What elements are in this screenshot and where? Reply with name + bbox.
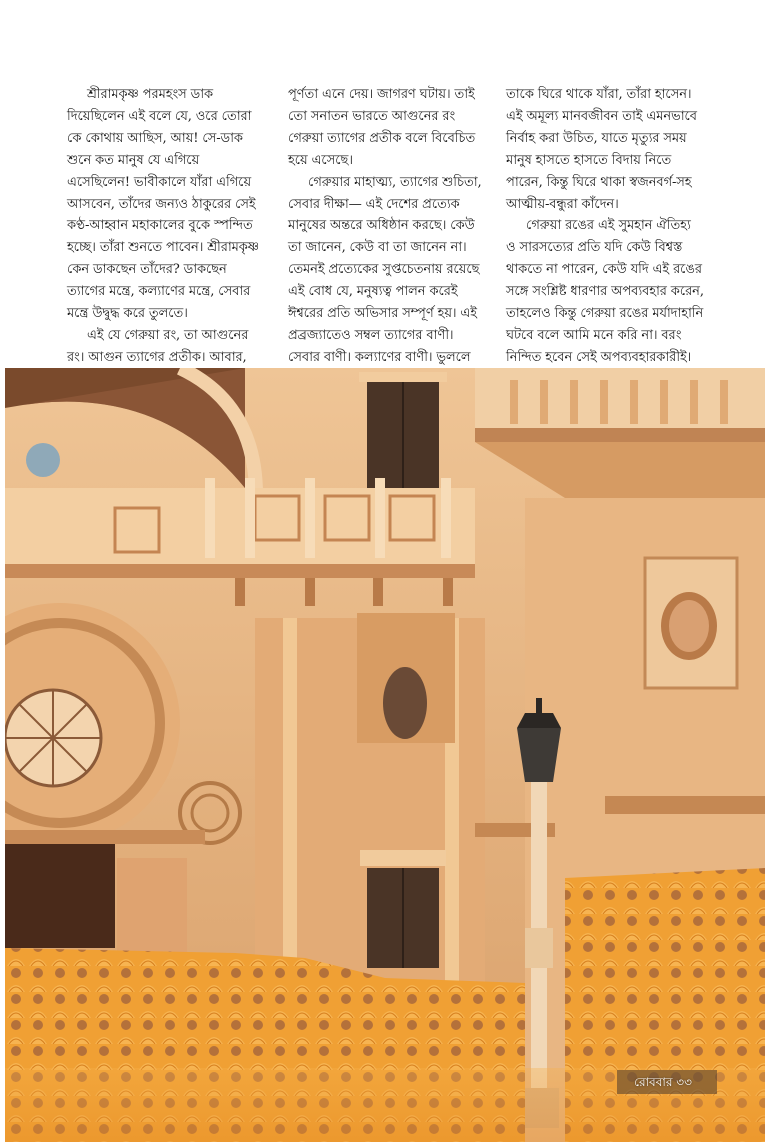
article-text-area xyxy=(0,0,770,368)
left-entrance xyxy=(5,838,115,948)
paragraph: গেরুয়া রঙের এই সুমহান ঐতিহ্য ও সারসত্যের প্রতি যদি কেউ বিশ্বস্ত থাকতে না পারেন, কেউ যদি এই রঙের সঙ্গে সংশ্লিষ্ট ধারণার অপব্যবহার করেন, তাহলেও কিন্তু গেরুয়া রঙের মর্যাদাহানি ঘটবে বলে আমি মনে করি না। বরং নিন্দিত হবেন সেই অপব্যবহারকারীই। xyxy=(506,218,704,365)
page-number-label: রোববার ৩৩ xyxy=(634,1075,692,1089)
paragraph: গেরুয়ার মাহাত্ম্য, ত্যাগের শুচিতা, সেবার দীক্ষা— এই দেশের প্রত্যেক মানুষের অন্তরে অধিষ্ঠান করছে। কেউ তা জানেন, কেউ বা তা জানেন না। তেমনই প্রত্যেকের সুপ্তচেতনায় রয়েছে এই বোধ যে, মনুষ্যত্ব পালন করেই ঈশ্বরের প্রতি অভিসার সম্পূর্ণ হয়। এই প্রব্রজ্যাতেও সম্বল ত্যাগের বাণী। সেবার বাণী। কল্যাণের বাণী। ভুললে xyxy=(288,174,482,365)
carved-niche xyxy=(383,667,427,739)
paragraph: পূর্ণতা এনে দেয়। জাগরণ ঘটায়। তাই তো সনাতন ভারতে আগুনের রং গেরুয়া ত্যাগের প্রতীক বলে বিবেচিত হয়ে এসেছে। xyxy=(288,87,476,168)
paragraph: এই যে গেরুয়া রং, তা আগুনের রং। আগুন ত্যাগের প্রতীক। আবার, xyxy=(67,327,249,365)
paragraph: শ্রীরামকৃষ্ণ পরমহংস ডাক দিয়েছিলেন এই বলে যে, ওরে তোরা কে কোথায় আছিস, আয়! সে-ডাক শুনে কত মানুষ যে এগিয়ে এসেছিলেন! ভাবীকালে যাঁরা এগিয়ে আসবেন, তাঁদের জন্যও ঠাকুরের সেই কণ্ঠ-আহ্বান মহাকালের বুকে স্পন্দিত হচ্ছে। তাঁরা শুনতে পাবেন। শ্রীরামকৃষ্ণ কেন ডাকছেন তাঁদের? ডাকছেন ত্যাগের মন্ত্রে, কল্যাণের মন্ত্রে, সেবার মন্ত্রে উদ্বুদ্ধ করে তুলতে। xyxy=(67,87,260,322)
balcony xyxy=(5,488,475,568)
paragraph: তাকে ঘিরে থাকে যাঁরা, তাঁরা হাসেন। এই অমূল্য মানবজীবন তাই এমনভাবে নির্বাহ করা উচিত, যাতে মৃত্যুর সময় মানুষ হাসতে হাসতে বিদায় নিতে পারেন, কিন্তু ঘিরে থাকা স্বজনবর্গ-সহ আত্মীয়-বন্ধুরা কাঁদেন। xyxy=(506,87,697,212)
temple-monks-photo xyxy=(5,368,765,1142)
lamp-globe xyxy=(26,443,60,477)
